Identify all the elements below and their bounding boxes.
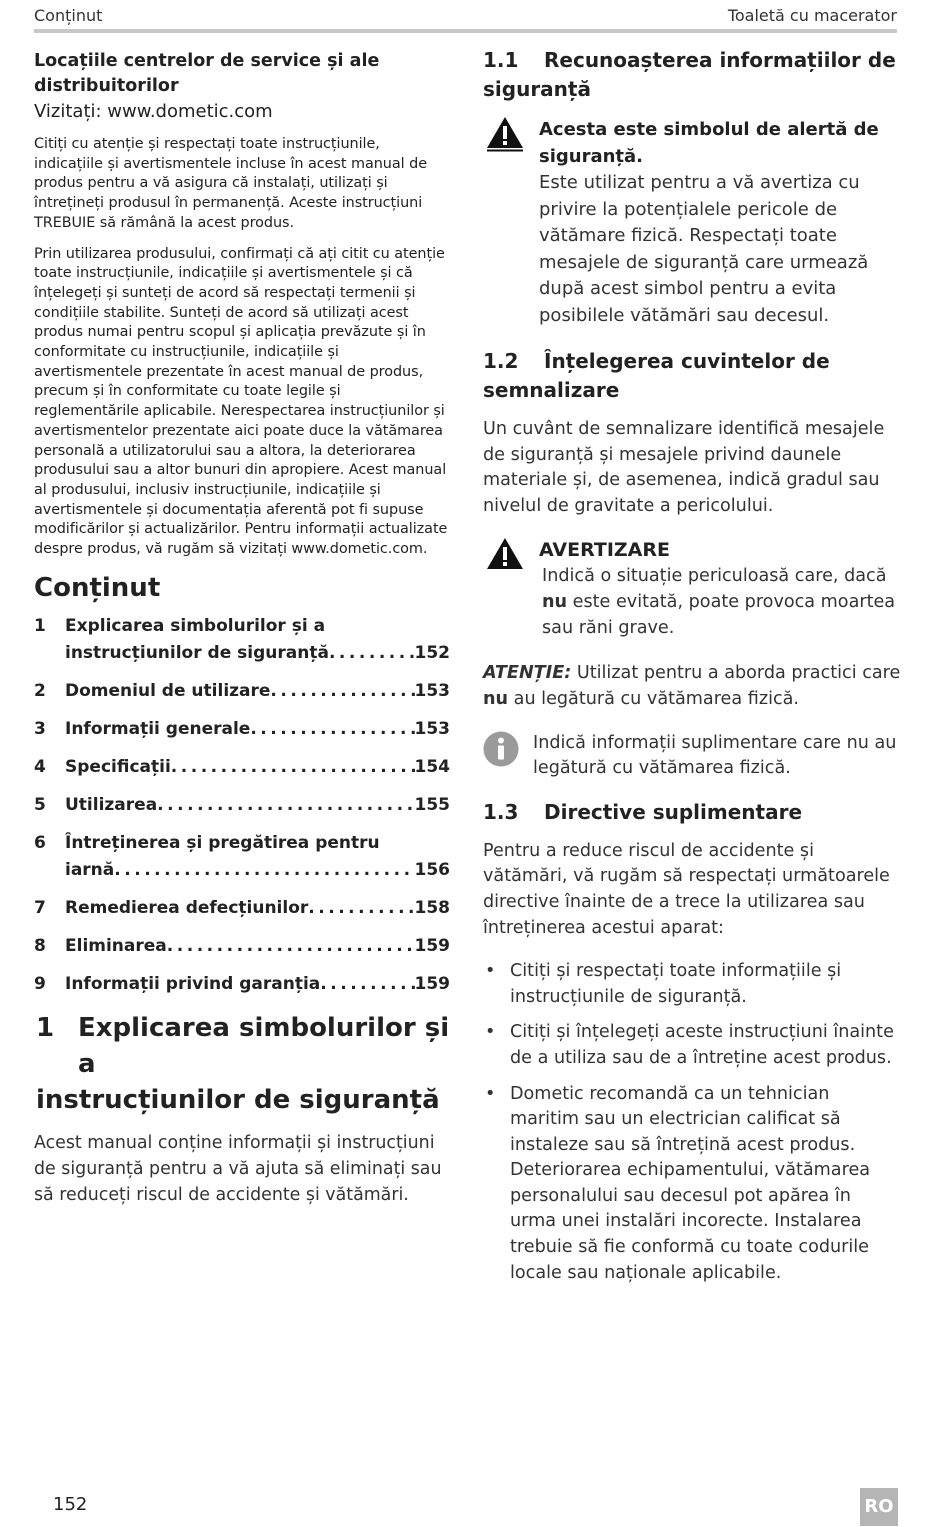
toc-item[interactable]: [34, 613, 450, 667]
safety-alert-box: [483, 116, 901, 329]
section-1-3-heading: [483, 798, 901, 827]
warning-head: AVERTIZARE: [539, 539, 670, 562]
toc-leader-dots: [270, 678, 414, 705]
toc-item-page: 155: [414, 794, 450, 815]
section-1-3-title: Directive suplimentare: [544, 799, 803, 824]
toc-item-page: 152: [414, 642, 450, 663]
toc-item-title: Informații generale: [65, 718, 251, 739]
warning-text-a: Indică o situație periculoasă care, dacă: [542, 566, 887, 587]
toc-item-title: Informații privind garanția: [65, 973, 321, 994]
toc-item[interactable]: [34, 678, 450, 705]
toc-item-title: Domeniul de utilizare: [65, 680, 271, 701]
toc-item-title-line-1: Întreținerea și pregătirea pentru: [65, 832, 380, 853]
toc-leader-dots: [167, 933, 415, 960]
section-1-1-number: 1.1: [483, 48, 519, 72]
info-box: [483, 731, 901, 782]
toc-item-page: 156: [414, 859, 450, 880]
section-1-title-line-1: Explicarea simbolurilor și a: [78, 1012, 450, 1079]
left-column: [34, 46, 450, 1208]
section-1-1-heading: [483, 46, 901, 104]
toc-item-page: 158: [414, 897, 450, 918]
caution-text-b: au legătură cu vătămarea fizică.: [513, 688, 800, 709]
toc-leader-dots: [250, 716, 414, 743]
toc-item[interactable]: [34, 895, 450, 922]
section-1-3-number: 1.3: [483, 799, 519, 824]
toc-leader-dots: [114, 857, 414, 884]
toc-item-title: Eliminarea: [65, 935, 167, 956]
section-1-1-title: Recunoașterea informațiilor de siguranță: [483, 48, 896, 101]
page-number: 152: [53, 1494, 88, 1515]
toc-leader-dots: [171, 754, 415, 781]
warning-box: [483, 537, 901, 641]
toc-item[interactable]: [34, 792, 450, 819]
section-1-2-title: Înțelegerea cuvintelor de semnalizare: [483, 349, 830, 402]
list-item: • Citiți și respectați toate informațiile și instrucțiunile de siguranță.: [483, 959, 901, 1010]
toc-item-title: iarnă: [65, 859, 115, 880]
toc-leader-dots: [320, 971, 414, 998]
toc-item[interactable]: [34, 830, 450, 884]
section-1-title-line-2: instrucțiunilor de siguranță: [36, 1084, 440, 1115]
right-column: [483, 46, 901, 1296]
section-1-number: 1: [36, 1012, 55, 1043]
running-header: [34, 6, 897, 30]
toc-item-title: Remedierea defecțiunilor: [65, 897, 309, 918]
toc-item[interactable]: [34, 754, 450, 781]
toc-item[interactable]: [34, 971, 450, 998]
toc-item-page: 159: [414, 973, 450, 994]
toc-heading: Conținut: [34, 572, 161, 603]
toc-list: [34, 613, 450, 998]
toc-leader-dots: [157, 792, 414, 819]
toc-item-title: Utilizarea: [65, 794, 158, 815]
caution-nu: nu: [483, 688, 509, 709]
toc-item-page: 153: [414, 680, 450, 701]
warning-triangle-icon: [486, 537, 524, 571]
warning-text: [539, 563, 901, 641]
section-1-text: Acest manual conține informații și instrucțiuni de siguranță pentru a vă ajuta să eliminați sau să reduceți riscul de accidente și vătămări.: [34, 1132, 442, 1205]
info-icon: [483, 731, 519, 767]
list-item: • Citiți și înțelegeți aceste instrucțiuni înainte de a utiliza sau de a întreține acest produs.: [483, 1020, 901, 1071]
language-badge: RO: [860, 1488, 898, 1526]
toc-item-number: 4: [34, 756, 46, 777]
toc-item-title: Specificații: [65, 756, 171, 777]
toc-leader-dots: [308, 895, 414, 922]
header-rule: [34, 29, 897, 33]
caution-paragraph: [483, 661, 901, 712]
toc-item-number: 8: [34, 935, 46, 956]
toc-item-page: 153: [414, 718, 450, 739]
safety-alert-head: Acesta este simbolul de alertă de siguranță.: [539, 119, 879, 167]
toc-item-number: 1: [34, 615, 46, 636]
info-text: Indică informații suplimentare care nu au legătură cu vătămarea fizică.: [533, 732, 897, 779]
section-1-2-text: Un cuvânt de semnalizare identifică mesajele de siguranță și mesajele privind daunele materiale și, de asemenea, indică gradul sau nivelul de gravitate a pericolului.: [483, 419, 885, 516]
toc-item-number: 7: [34, 897, 46, 918]
toc-item-number: 5: [34, 794, 46, 815]
warning-text-b: este evitată, poate provoca moartea sau răni grave.: [542, 592, 896, 639]
header-right: Toaletă cu macerator: [727, 6, 897, 25]
safety-alert-text: Este utilizat pentru a vă avertiza cu privire la potențialele pericole de vătămare fizică. Respectați toate mesajele de siguranță care urmează după acest simbol pentru a evita posibilele vătămări sau decesul.: [539, 172, 869, 326]
service-visit: Vizitați: www.dometic.com: [34, 101, 273, 122]
toc-item-page: 159: [414, 935, 450, 956]
intro-paragraph-1: Citiți cu atenție și respectați toate instrucțiunile, indicațiile și avertismentele incluse în acest manual de produs pentru a vă asigura că instalați, utilizați și întrețineți produsul în permanență. Aceste instrucțiuni TREBUIE să rămână la acest produs.: [34, 136, 427, 231]
toc-item-number: 3: [34, 718, 46, 739]
intro-paragraph-2: Prin utilizarea produsului, confirmați că ați citit cu atenție toate instrucțiunile, indicațiile și avertismentele și că înțelegeți și sunteți de acord să respectați termenii și condițiile stabilite. Sunteți de acord să utilizați acest produs numai pentru scopul și aplicația prevăzute și în conformitate cu instrucțiunile, indicațiile și avertismentele prezentate în acest manual de produs, precum și în conformitate cu toate legile și reglementările aplicabile. Nerespectarea instrucțiunilor și avertismentelor prezentate aici poate duce la vătămarea personală a utilizatorului sau a altora, la deteriorarea produsului sau a altor bunuri din apropiere. Acest manual al produsului, inclusiv instrucțiunile, indicațiile și avertismentele și documentația aferentă pot fi supuse modificărilor și actualizărilor. Pentru informații actualizate despre produs, vă rugăm să vizitați www.dometic.com.: [34, 245, 448, 558]
header-left: Conținut: [34, 6, 103, 25]
caution-text-a: Utilizat pentru a aborda practici care: [576, 663, 901, 684]
list-item: • Dometic recomandă ca un tehnician maritim sau un electrician calificat să instaleze sau să întrețină acest produs. Deteriorarea echipamentului, vătămarea personalului sau decesul pot apărea în urma unei instalări incorecte. Instalarea trebuie să fie conformă cu toate codurile locale sau naționale aplicabile.: [483, 1082, 901, 1287]
section-1-2-number: 1.2: [483, 349, 519, 373]
section-1-2-heading: [483, 347, 901, 405]
section-1-heading: [34, 1010, 450, 1118]
service-title: Locațiile centrelor de service și ale distribuitorilor: [34, 51, 380, 96]
toc-item-number: 9: [34, 973, 46, 994]
toc-item-page: 154: [414, 756, 450, 777]
warning-nu: nu: [542, 592, 568, 613]
toc-item[interactable]: [34, 716, 450, 743]
toc-item[interactable]: [34, 933, 450, 960]
toc-item-title: instrucțiunilor de siguranță: [65, 642, 329, 663]
section-1-3-text: Pentru a reduce riscul de accidente și vătămări, vă rugăm să respectați următoarele directive înainte de a trece la utilizarea sau întreținerea acestui aparat:: [483, 840, 890, 938]
warning-triangle-icon: [486, 116, 524, 152]
directive-list: [483, 959, 901, 1286]
toc-item-number: 6: [34, 832, 46, 853]
toc-item-title-line-1: Explicarea simbolurilor și a: [65, 615, 326, 636]
toc-item-number: 2: [34, 680, 46, 701]
caution-label: ATENȚIE:: [483, 663, 572, 684]
toc-leader-dots: [329, 640, 415, 667]
